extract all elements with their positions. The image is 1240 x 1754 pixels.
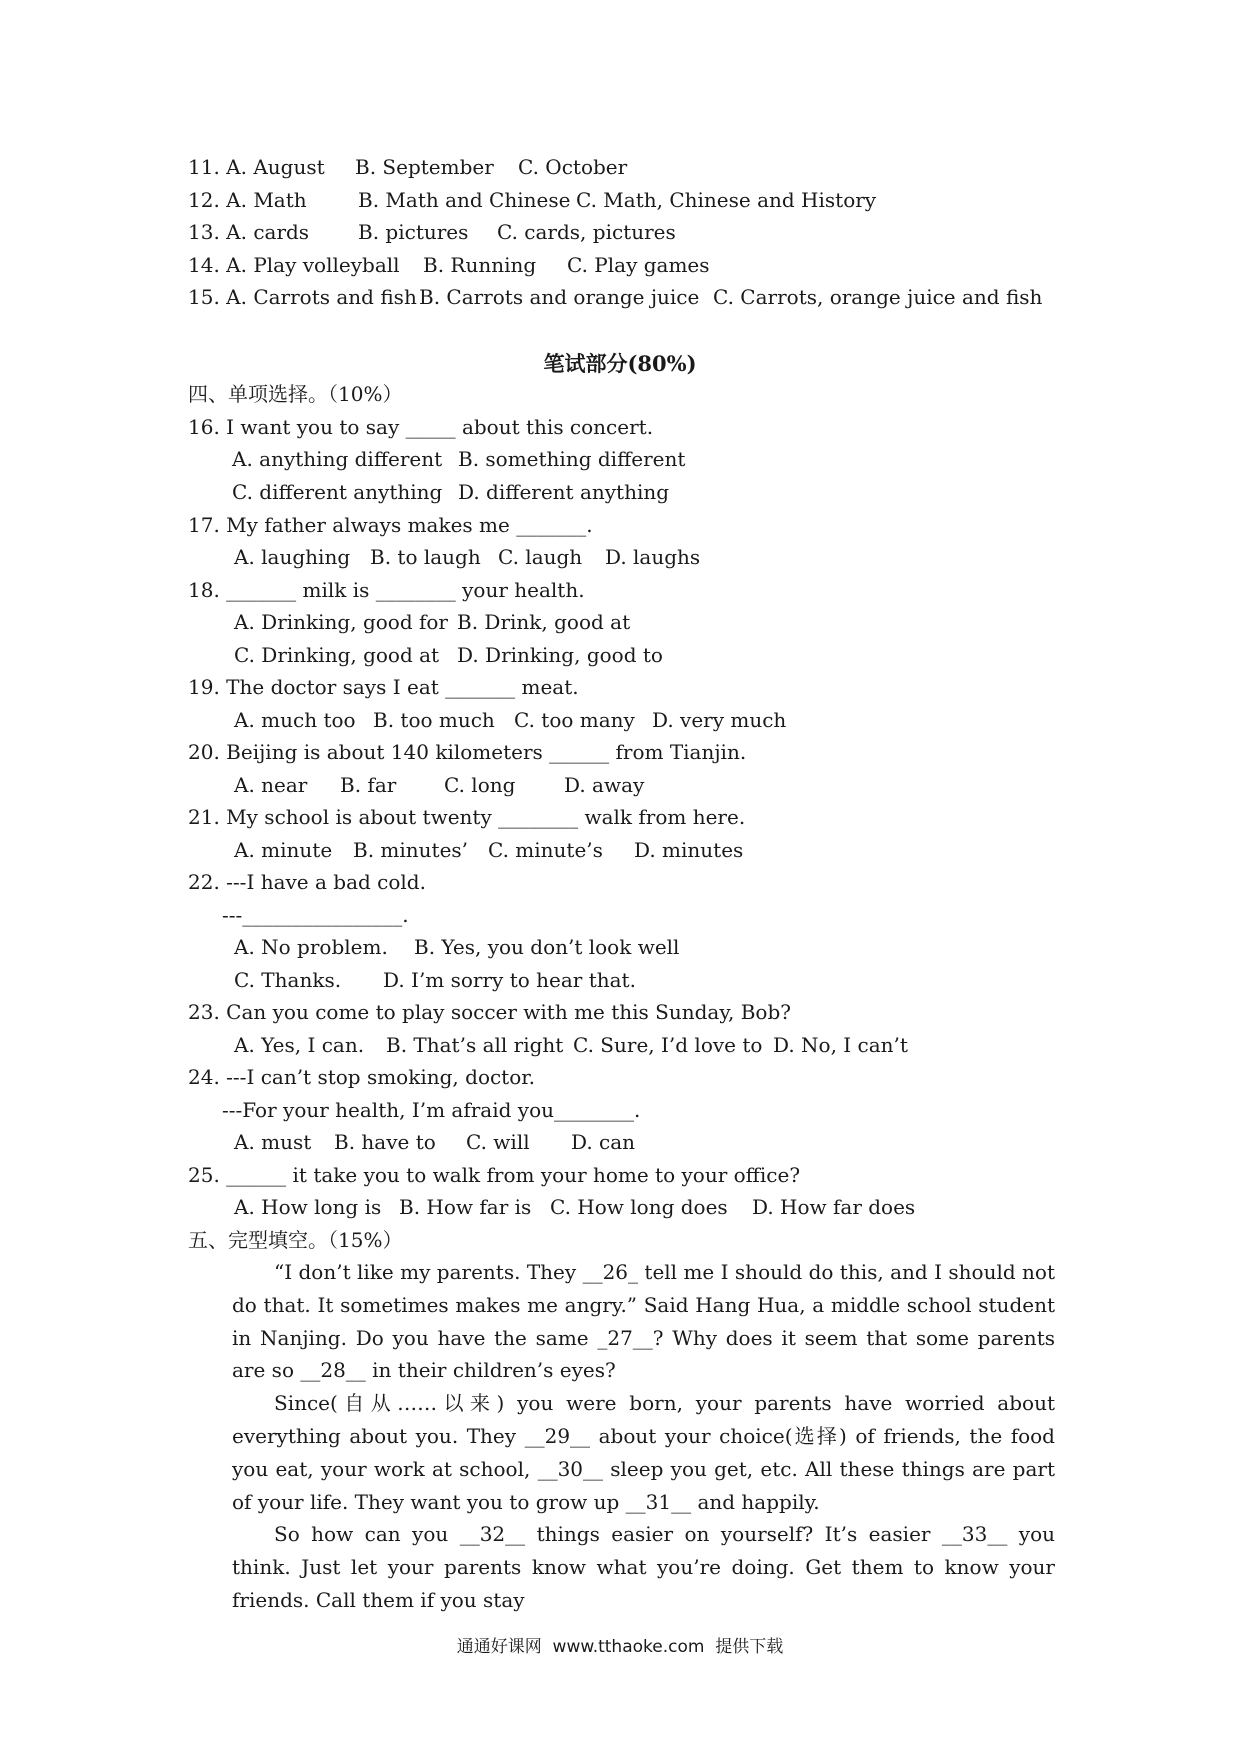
- q12-option-a: 12. A. Math: [188, 188, 307, 212]
- written-part-title: 笔试部分(80%): [543, 351, 697, 376]
- section4-heading: 四、单项选择。（10%）: [188, 382, 403, 406]
- q20-stem: 20. Beijing is about 140 kilometers ______ from Tianjin.: [188, 740, 747, 764]
- q22-option-a: A. No problem.: [234, 935, 388, 959]
- q12-option-b: B. Math and Chinese: [358, 188, 571, 212]
- q16-option-d: D. different anything: [458, 480, 670, 504]
- q15-option-b: B. Carrots and orange juice: [419, 285, 700, 309]
- q11-option-c: C. October: [518, 155, 628, 179]
- q19-stem: 19. The doctor says I eat _______ meat.: [188, 675, 579, 699]
- q24-option-c: C. will: [466, 1130, 530, 1154]
- q13-option-c: C. cards, pictures: [497, 220, 676, 244]
- q22-stem: 22. ---I have a bad cold.: [188, 870, 426, 894]
- q23-option-d: D. No, I can’t: [773, 1033, 908, 1057]
- q21-option-d: D. minutes: [634, 838, 744, 862]
- q19-option-c: C. too many: [514, 708, 635, 732]
- q24-option-d: D. can: [571, 1130, 636, 1154]
- q13-option-a: 13. A. cards: [188, 220, 310, 244]
- q25-option-a: A. How long is: [234, 1195, 382, 1219]
- q22-option-c: C. Thanks.: [234, 968, 342, 992]
- q15-option-a: 15. A. Carrots and fish: [188, 285, 417, 309]
- q11-option-a: 11. A. August: [188, 155, 325, 179]
- q20-option-d: D. away: [564, 773, 645, 797]
- cloze-paragraph-3: So how can you __32__ things easier on yourself? It’s easier __33__ you think. Just let your parents know what you’re doing. Get them to know your friends. Call them if you stay: [232, 1522, 1055, 1612]
- q16-stem: 16. I want you to say _____ about this concert.: [188, 415, 654, 439]
- q18-option-a: A. Drinking, good for: [234, 610, 448, 634]
- q21-option-a: A. minute: [234, 838, 333, 862]
- q23-stem: 23. Can you come to play soccer with me this Sunday, Bob?: [188, 1000, 791, 1024]
- q23-option-a: A. Yes, I can.: [234, 1033, 365, 1057]
- q16-option-c: C. different anything: [232, 480, 443, 504]
- q18-option-c: C. Drinking, good at: [234, 643, 440, 667]
- q21-option-b: B. minutes’: [353, 838, 469, 862]
- q16-option-a: A. anything different: [232, 447, 443, 471]
- q22-option-d: D. I’m sorry to hear that.: [383, 968, 636, 992]
- q17-option-d: D. laughs: [605, 545, 701, 569]
- q24-stem: 24. ---I can’t stop smoking, doctor.: [188, 1065, 535, 1089]
- q20-option-c: C. long: [444, 773, 516, 797]
- q17-option-a: A. laughing: [234, 545, 351, 569]
- q21-stem: 21. My school is about twenty ________ walk from here.: [188, 805, 746, 829]
- q23-option-b: B. That’s all right: [386, 1033, 564, 1057]
- q14-option-b: B. Running: [423, 253, 537, 277]
- q11-option-b: B. September: [355, 155, 494, 179]
- q17-stem: 17. My father always makes me _______.: [188, 513, 593, 537]
- q18-stem: 18. _______ milk is ________ your health.: [188, 578, 585, 602]
- cloze-paragraph-2: Since(自从……以来) you were born, your parents have worried about everything about you. They __29__ about your choice(选择) of friends, the food you eat, your work at school, __30__ sleep you get, etc. All these things are part of your life. They want you to grow up __31__ and happily.: [232, 1391, 1055, 1514]
- cloze-passage: [232, 1256, 1055, 1617]
- q18-option-b: B. Drink, good at: [457, 610, 631, 634]
- q24-option-b: B. have to: [334, 1130, 436, 1154]
- q22-response-blank: ---________________.: [222, 903, 409, 927]
- q20-option-b: B. far: [340, 773, 397, 797]
- q20-option-a: A. near: [234, 773, 308, 797]
- q18-option-d: D. Drinking, good to: [457, 643, 663, 667]
- q17-option-c: C. laugh: [498, 545, 583, 569]
- page-footer: 通通好课网 www.tthaoke.com 提供下载: [456, 1637, 784, 1657]
- q25-stem: 25. ______ it take you to walk from your home to your office?: [188, 1163, 801, 1187]
- q13-option-b: B. pictures: [358, 220, 469, 244]
- q14-option-c: C. Play games: [567, 253, 710, 277]
- q19-option-d: D. very much: [652, 708, 787, 732]
- section5-heading: 五、完型填空。（15%）: [188, 1228, 403, 1252]
- q24-option-a: A. must: [234, 1130, 312, 1154]
- q19-option-a: A. much too: [234, 708, 356, 732]
- cloze-paragraph-1: “I don’t like my parents. They __26_ tell me I should do this, and I should not do that. It sometimes makes me angry.” Said Hang Hua, a middle school student in Nanjing. Do you have the same _27__? Why does it seem that some parents are so __28__ in their children’s eyes?: [232, 1260, 1055, 1383]
- q24-response: ---For your health, I’m afraid you________.: [222, 1098, 641, 1122]
- q16-option-b: B. something different: [458, 447, 686, 471]
- q22-option-b: B. Yes, you don’t look well: [414, 935, 680, 959]
- q23-option-c: C. Sure, I’d love to: [573, 1033, 763, 1057]
- q25-option-d: D. How far does: [752, 1195, 916, 1219]
- q12-option-c: C. Math, Chinese and History: [576, 188, 877, 212]
- q14-option-a: 14. A. Play volleyball: [188, 253, 400, 277]
- q21-option-c: C. minute’s: [488, 838, 603, 862]
- q17-option-b: B. to laugh: [370, 545, 481, 569]
- q15-option-c: C. Carrots, orange juice and fish: [713, 285, 1043, 309]
- q25-option-b: B. How far is: [399, 1195, 532, 1219]
- q25-option-c: C. How long does: [550, 1195, 728, 1219]
- q19-option-b: B. too much: [373, 708, 495, 732]
